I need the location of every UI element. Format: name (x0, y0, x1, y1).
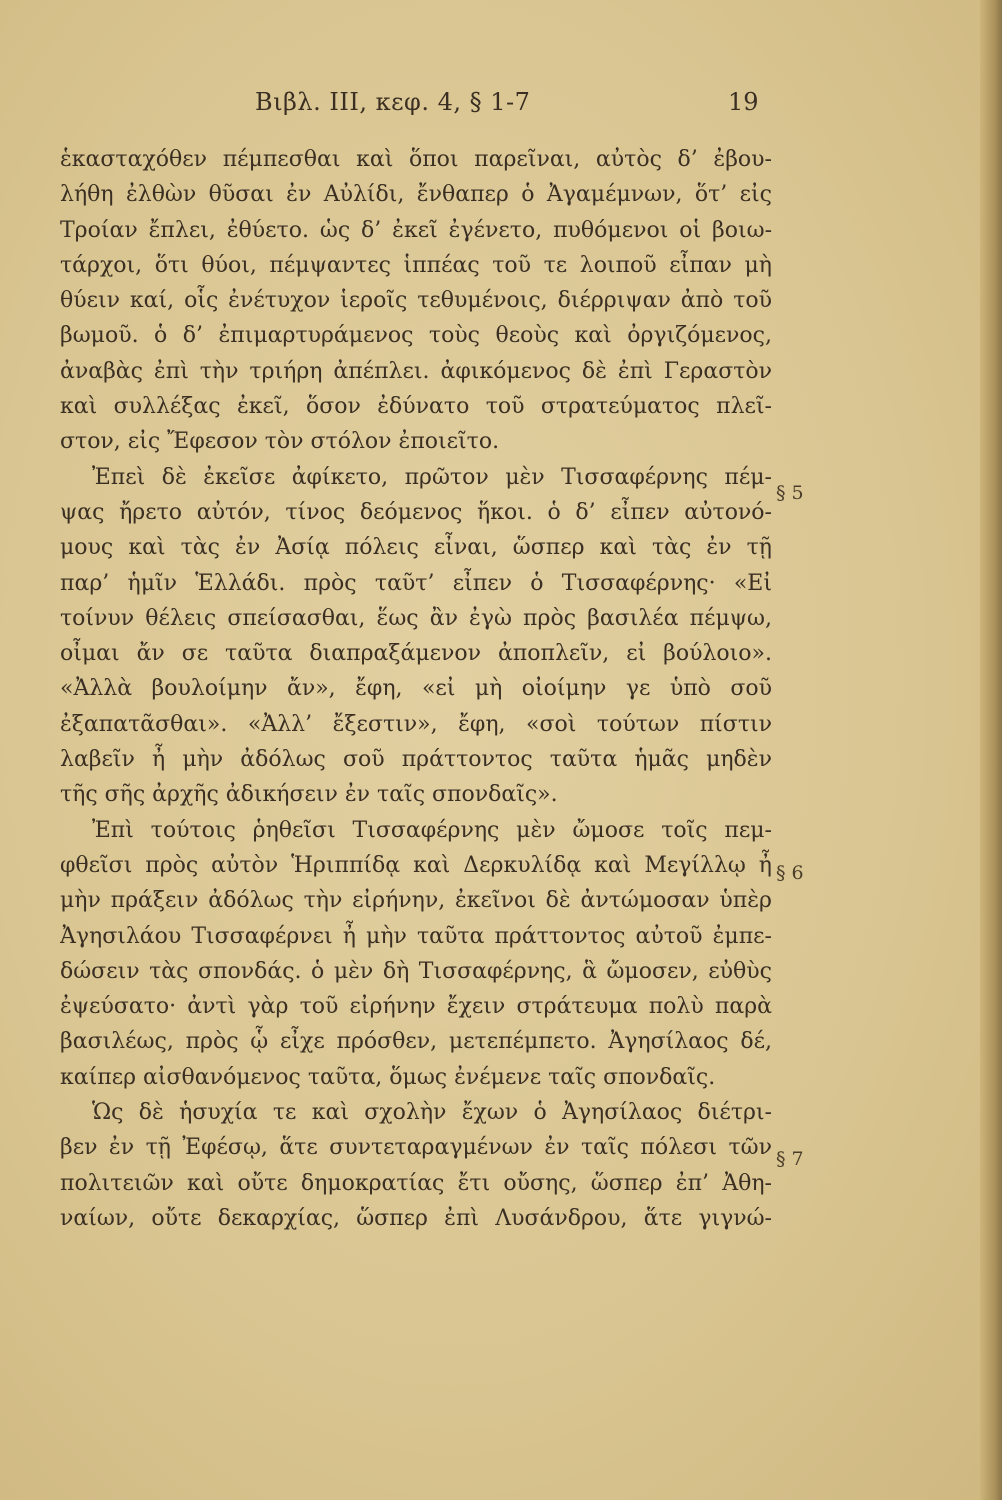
page-number: 19 (728, 88, 759, 116)
page-edge (980, 0, 1002, 1500)
text-line: Ἐπὶ τούτοις ῥηθεῖσι Τισσαφέρνης μὲν ὤμοσε τοῖς πεμ- (92, 817, 772, 843)
text-line: θύειν καί, οἷς ἐνέτυχον ἱεροῖς τεθυμένοις, διέρριψαν ἀπὸ τοῦ (60, 288, 772, 314)
text-line: λαβεῖν ἦ μὴν ἀδόλως σοῦ πράττοντος ταῦτα ἡμᾶς μηδὲν (60, 747, 772, 773)
text-line: τῆς σῆς ἀρχῆς ἀδικήσειν ἐν ταῖς σπονδαῖς». (60, 782, 558, 808)
text-line: τοίνυν θέλεις σπείσασθαι, ἕως ἂν ἐγὼ πρὸς βασιλέα πέμψω, (60, 605, 772, 631)
text-line: Ἐπεὶ δὲ ἐκεῖσε ἀφίκετο, πρῶτον μὲν Τισσαφέρνης πέμ- (92, 464, 772, 490)
text-line: βασιλέως, πρὸς ᾧ εἶχε πρόσθεν, μετεπέμπετο. Ἀγησίλαος δέ, (60, 1029, 772, 1055)
text-line: πολιτειῶν καὶ οὔτε δημοκρατίας ἔτι οὔσης, ὥσπερ ἐπ’ Ἀθη- (60, 1170, 772, 1196)
text-line: βωμοῦ. ὁ δ’ ἐπιμαρτυράμενος τοὺς θεοὺς καὶ ὀργιζόμενος, (60, 323, 772, 349)
text-line: βεν ἐν τῇ Ἐφέσῳ, ἅτε συντεταραγμένων ἐν ταῖς πόλεσι τῶν (60, 1135, 772, 1161)
section-marker: § 6 (776, 862, 804, 884)
text-line: φθεῖσι πρὸς αὐτὸν Ἡριππίδᾳ καὶ Δερκυλίδᾳ καὶ Μεγίλλῳ ἦ (60, 852, 772, 878)
text-line: καὶ συλλέξας ἐκεῖ, ὅσον ἐδύνατο τοῦ στρατεύματος πλεῖ- (60, 394, 772, 420)
text-line: «Ἀλλὰ βουλοίμην ἄν», ἔφη, «εἰ μὴ οἰοίμην γε ὑπὸ σοῦ (60, 676, 772, 702)
text-line: ἑκασταχόθεν πέμπεσθαι καὶ ὅποι παρεῖναι, αὐτὸς δ’ ἐβου- (60, 147, 772, 172)
text-line: ἀναβὰς ἐπὶ τὴν τριήρη ἀπέπλει. ἀφικόμενος δὲ ἐπὶ Γεραστὸν (60, 358, 772, 384)
text-line: ἐψεύσατο· ἀντὶ γὰρ τοῦ εἰρήνην ἔχειν στράτευμα πολὺ παρὰ (60, 994, 772, 1020)
text-line: οἶμαι ἄν σε ταῦτα διαπραξάμενον ἀποπλεῖν, εἰ βούλοιο». (60, 641, 772, 667)
body-text (60, 142, 772, 1236)
text-line: Τροίαν ἔπλει, ἐθύετο. ὡς δ’ ἐκεῖ ἐγένετο, πυθόμενοι οἱ βοιω- (60, 217, 772, 243)
text-line: λήθη ἐλθὼν θῦσαι ἐν Αὐλίδι, ἔνθαπερ ὁ Ἀγαμέμνων, ὅτ’ εἰς (60, 182, 772, 208)
section-marker: § 5 (776, 482, 804, 504)
running-title: Βιβλ. ΙΙΙ, κεφ. 4, § 1-7 (255, 88, 531, 116)
text-line: μους καὶ τὰς ἐν Ἀσίᾳ πόλεις εἶναι, ὥσπερ καὶ τὰς ἐν τῇ (60, 535, 772, 561)
section-marker: § 7 (776, 1148, 804, 1170)
text-line: παρ’ ἡμῖν Ἑλλάδι. πρὸς ταῦτ’ εἶπεν ὁ Τισσαφέρνης· «Εἰ (60, 570, 772, 596)
text-line: Ἀγησιλάου Τισσαφέρνει ἦ μὴν ταῦτα πράττοντος αὐτοῦ ἐμπε- (60, 923, 772, 949)
text-line: δώσειν τὰς σπονδάς. ὁ μὲν δὴ Τισσαφέρνης, ἃ ὤμοσεν, εὐθὺς (60, 958, 772, 984)
text-line: στον, εἰς Ἔφεσον τὸν στόλον ἐποιεῖτο. (60, 429, 500, 455)
text-line: Ὡς δὲ ἡσυχία τε καὶ σχολὴν ἔχων ὁ Ἀγησίλαος διέτρι- (92, 1100, 772, 1126)
text-line: ἐξαπατᾶσθαι». «Ἀλλ’ ἔξεστιν», ἔφη, «σοὶ τούτων πίστιν (60, 711, 772, 737)
page-header (0, 88, 1002, 124)
text-line: καίπερ αἰσθανόμενος ταῦτα, ὅμως ἐνέμενε ταῖς σπονδαῖς. (60, 1064, 716, 1090)
text-line: μὴν πράξειν ἀδόλως τὴν εἰρήνην, ἐκεῖνοι δὲ ἀντώμοσαν ὑπὲρ (60, 888, 772, 914)
text-line: τάρχοι, ὅτι θύοι, πέμψαντες ἱππέας τοῦ τε λοιποῦ εἶπαν μὴ (60, 252, 772, 278)
text-line: ναίων, οὔτε δεκαρχίας, ὥσπερ ἐπὶ Λυσάνδρου, ἅτε γιγνώ- (60, 1205, 772, 1231)
text-line: ψας ἤρετο αὐτόν, τίνος δεόμενος ἥκοι. ὁ δ’ εἶπεν αὐτονό- (60, 499, 772, 525)
